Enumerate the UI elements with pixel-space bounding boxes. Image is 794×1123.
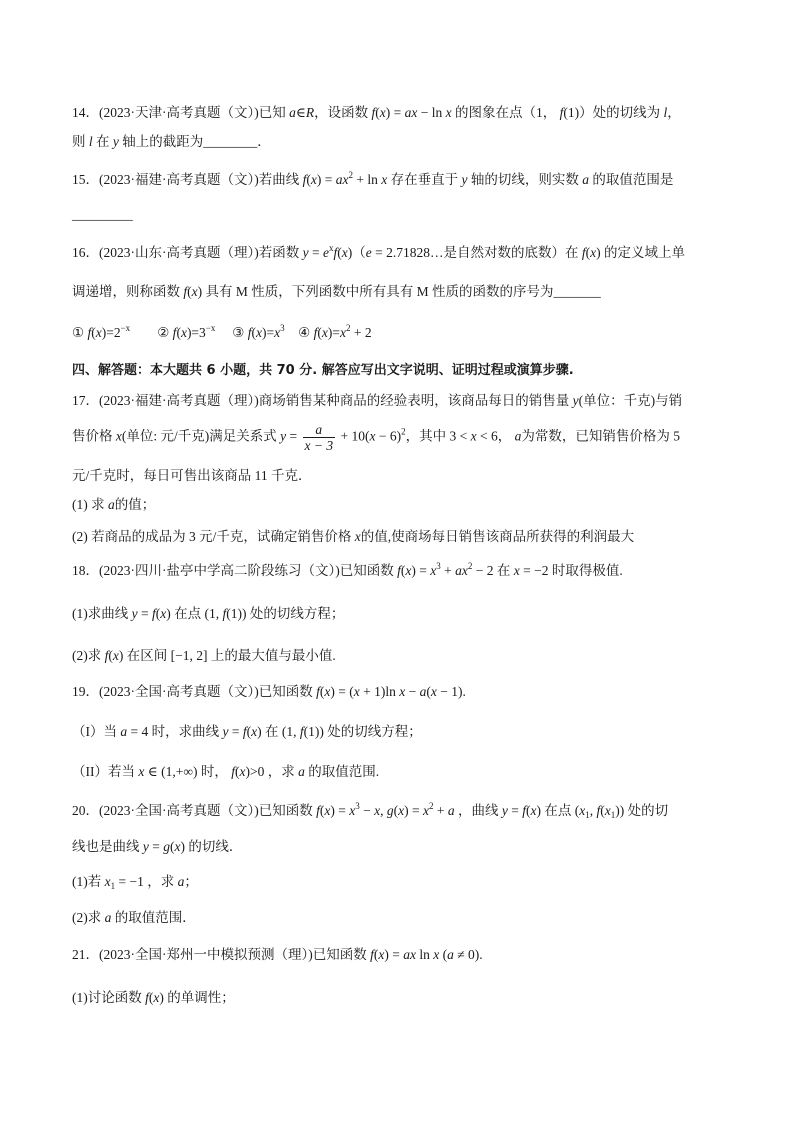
math-variable: g: [386, 803, 394, 818]
math-variable: y: [461, 172, 468, 187]
math-variable: f: [522, 803, 526, 818]
math-variable: f: [581, 245, 586, 260]
text-run: 15．(2023·福建·高考真题（文）)若曲线: [72, 172, 303, 187]
text-run: ) 具有 M 性质，下列函数中所有具有 M 性质的函数的序号为_______: [197, 284, 601, 299]
text-run: (: [91, 325, 96, 340]
text-run: − 1).: [436, 684, 466, 699]
fraction-denominator: x − 3: [304, 438, 334, 453]
math-variable: x: [433, 947, 440, 962]
q14-stem-line-1: [72, 103, 681, 123]
text-run: ) =: [316, 172, 336, 187]
text-run: ，曲线: [454, 803, 502, 818]
math-variable: a: [298, 764, 305, 779]
math-variable: f: [316, 803, 320, 818]
text-run: (单位: 元/千克)满足关系式: [121, 428, 281, 444]
section-heading: [72, 360, 574, 381]
math-variable: f: [371, 105, 376, 120]
text-run: 的图象在点（1，: [451, 105, 560, 120]
text-run: ①: [72, 325, 88, 340]
math-variable: f: [333, 245, 338, 260]
math-variable: f: [183, 284, 188, 299]
q15-answer-blank: [72, 205, 133, 225]
text-run: =: [308, 245, 323, 260]
text-run: (2)求: [72, 910, 105, 925]
text-run: ) =: [384, 947, 404, 962]
text-run: ) 的单调性；: [159, 990, 235, 1005]
q19-part-2: [72, 762, 379, 782]
math-variable: x: [604, 803, 611, 818]
text-run: +: [440, 563, 456, 578]
text-run: (: [176, 325, 181, 340]
math-variable: f: [87, 325, 92, 340]
math-variable: x: [180, 325, 187, 340]
q21-stem: [72, 945, 483, 965]
math-variable: f: [397, 563, 401, 578]
text-run: ，设函数: [314, 105, 372, 120]
text-run: (: [525, 803, 531, 818]
q20-stem-line-1: [72, 801, 668, 821]
text-run: − 2 在: [472, 563, 514, 578]
text-run: 存在垂直于: [387, 172, 462, 187]
math-variable: x: [445, 105, 452, 120]
text-run: − 6): [375, 428, 402, 444]
text-run: (2) 若商品的成品为 3 元/千克，试确定销售价格: [72, 529, 355, 544]
text-run: ②: [130, 325, 173, 340]
text-run: (1)求曲线: [72, 606, 132, 621]
text-run: ,: [589, 803, 597, 818]
math-variable: a: [419, 684, 427, 699]
text-run: =: [148, 839, 164, 854]
math-variable: x: [112, 648, 119, 663]
text-run: 轴的切线，则实数: [467, 172, 583, 187]
math-variable: f: [145, 990, 149, 1005]
text-run: ) = (: [330, 684, 354, 699]
math-variable: y: [302, 245, 309, 260]
text-run: + 10(: [337, 428, 370, 444]
text-run: 的取值范围.: [304, 764, 380, 779]
math-variable: x: [381, 172, 388, 187]
text-run: 19．(2023·全国·高考真题（文）)已知函数: [72, 684, 317, 699]
text-run: 则: [72, 134, 89, 149]
superscript: 2: [345, 323, 351, 333]
text-run: (: [373, 947, 379, 962]
text-run: = −1 ，求: [115, 874, 178, 889]
text-run: −: [405, 684, 420, 699]
q18-part-2: [72, 646, 336, 666]
math-variable: a: [108, 497, 115, 512]
fraction: [303, 422, 336, 453]
math-variable: x: [339, 325, 346, 340]
math-variable: f: [222, 606, 227, 621]
text-run: 18．(2023·四川·盐亭中学高二阶段练习（文）)已知函数: [72, 563, 398, 578]
math-variable: x: [353, 684, 360, 699]
math-variable: x: [115, 428, 122, 444]
superscript: x: [328, 243, 334, 253]
math-variable: f: [152, 606, 156, 621]
text-run: )（: [347, 245, 366, 260]
math-variable: x: [405, 563, 412, 578]
text-run: ) 在点 (: [536, 803, 580, 818]
superscript: 3: [436, 561, 441, 571]
text-run: )=3: [186, 325, 206, 340]
math-variable: x: [341, 245, 348, 260]
math-variable: ax: [335, 172, 349, 187]
text-run: ) 的定义域上单: [596, 245, 686, 260]
text-run: 16．(2023·山东·高考真题（理）)若函数: [72, 245, 303, 260]
text-run: (: [319, 803, 325, 818]
q18-stem: [72, 561, 623, 581]
text-run: 的取值范围是: [588, 172, 674, 187]
superscript: 2: [467, 561, 473, 571]
text-run: （I）当: [72, 724, 121, 739]
text-run: 17．(2023·福建·高考真题（理）)商场销售某种商品的经验表明，该商品每日的销售量: [72, 393, 573, 408]
math-variable: x: [324, 684, 331, 699]
text-run: (: [337, 245, 342, 260]
math-variable: f: [313, 325, 318, 340]
math-variable: f: [596, 803, 601, 818]
math-variable: f: [231, 764, 235, 779]
math-variable: a: [177, 874, 185, 889]
superscript: 2: [401, 426, 406, 437]
math-variable: x: [513, 563, 520, 578]
q16-options: [72, 323, 372, 343]
text-run: < 6，: [476, 428, 515, 444]
math-variable: g: [163, 839, 170, 854]
q14-stem-line-2: [72, 132, 271, 152]
section-heading-text: 四、解答题：本大题共 6 小题，共 70 分. 解答应写出文字说明、证明过程或演算步骤.: [72, 363, 574, 378]
fraction-numerator: a: [315, 422, 323, 437]
superscript: 2: [428, 801, 434, 811]
superscript: 3: [355, 801, 360, 811]
math-variable: l: [663, 105, 668, 120]
math-variable: x: [579, 803, 586, 818]
q17-part-1: [72, 495, 155, 515]
text-run: ，其中 3 <: [405, 428, 471, 444]
text-run: (: [426, 684, 431, 699]
text-run: (: [306, 172, 311, 187]
math-variable: x: [321, 325, 328, 340]
math-variable: x: [274, 325, 281, 340]
text-run: （II）若当: [72, 764, 139, 779]
subscript: 1: [110, 881, 116, 891]
text-run: (1)) 处的切线方程；: [226, 606, 345, 621]
q21-part-1: [72, 988, 235, 1008]
q19-part-1: [72, 722, 422, 742]
q17-stem-line-1: [72, 391, 682, 411]
text-run: =: [507, 803, 523, 818]
text-run: (: [600, 803, 605, 818]
math-variable: e: [365, 245, 372, 260]
text-run: (1)) 处的切线方程；: [303, 724, 422, 739]
q20-part-2: [72, 908, 196, 928]
text-run: =: [137, 606, 152, 621]
math-variable: y: [142, 839, 149, 854]
math-variable: x: [422, 803, 429, 818]
text-run: )>0 ，求: [245, 764, 299, 779]
superscript: 2: [348, 170, 353, 180]
text-run: ④: [284, 325, 314, 340]
q16-stem-line-2: [72, 282, 601, 302]
text-run: ∈ (1,+∞) 时，: [144, 764, 232, 779]
text-run: 的值；: [114, 497, 156, 512]
q20-stem-line-2: [72, 837, 242, 857]
math-variable: x: [369, 428, 376, 444]
text-run: (: [585, 245, 591, 260]
text-run: +: [433, 803, 448, 818]
math-variable: a: [582, 172, 589, 187]
q18-part-1: [72, 604, 344, 624]
math-variable: x: [256, 325, 262, 340]
math-variable: y: [112, 134, 119, 149]
math-variable: a: [447, 803, 455, 818]
superscript: −x: [205, 323, 216, 333]
math-variable: f: [370, 947, 374, 962]
math-variable: a: [447, 947, 454, 962]
text-run: ③: [215, 325, 248, 340]
text-run: (1)讨论函数: [72, 990, 146, 1005]
text-run: ,: [380, 803, 387, 818]
math-variable: x: [160, 606, 167, 621]
q16-stem-line-1: [72, 243, 685, 263]
text-run: 20．(2023·全国·高考真题（文）)已知函数: [72, 803, 317, 818]
text-run: (1) 求: [72, 497, 108, 512]
text-run: (2)求: [72, 648, 105, 663]
math-variable: x: [470, 428, 477, 444]
math-variable: x: [153, 990, 160, 1005]
math-variable: x: [138, 764, 145, 779]
math-variable: a: [514, 428, 522, 444]
math-variable: ax: [403, 947, 416, 962]
math-variable: x: [399, 684, 406, 699]
math-variable: x: [174, 839, 181, 854]
math-variable: x: [354, 529, 361, 544]
text-run: (单位：千克)与销: [578, 393, 683, 408]
text-run: (: [246, 724, 252, 739]
q17-stem-line-2: [72, 422, 680, 453]
q17-stem-line-3: [72, 466, 312, 486]
text-run: 的取值范围．: [111, 910, 196, 925]
text-run: ) 在点 (1,: [166, 606, 223, 621]
math-variable: a: [289, 105, 296, 120]
text-run: 元/千克时，每日可售出该商品 11 千克．: [72, 468, 312, 483]
math-variable: a: [104, 910, 112, 925]
text-run: =: [286, 428, 301, 444]
math-variable: y: [280, 428, 287, 444]
text-run: )=2: [101, 325, 121, 340]
text-run: ) 在 (1,: [257, 724, 300, 739]
text-run: )) 处的切: [615, 803, 669, 818]
math-variable: f: [247, 325, 252, 340]
text-run: (: [319, 684, 325, 699]
text-run: ∈: [295, 105, 306, 120]
math-variable: y: [501, 803, 508, 818]
math-variable: y: [131, 606, 138, 621]
math-variable: x: [430, 563, 437, 578]
text-run: (: [439, 947, 448, 962]
text-run: + ln: [352, 172, 382, 187]
text-run: ；: [184, 874, 198, 889]
text-run: (: [393, 803, 399, 818]
text-run: −: [359, 803, 375, 818]
math-variable: x: [378, 947, 385, 962]
text-run: =: [228, 724, 243, 739]
text-run: − ln: [417, 105, 446, 120]
text-run: 轴上的截距为________．: [118, 134, 271, 149]
text-run: )=: [327, 325, 340, 340]
math-variable: f: [316, 684, 320, 699]
text-run: 的值,使商场每日销售该商品所获得的利润最大: [360, 529, 635, 544]
math-variable: x: [95, 325, 102, 340]
text-run: (1)若: [72, 874, 105, 889]
math-variable: x: [398, 803, 405, 818]
text-run: 为常数，已知销售价格为 5: [521, 428, 680, 444]
text-run: = 4 时，求曲线: [127, 724, 223, 739]
text-run: = −2 时取得极值.: [519, 563, 623, 578]
text-run: ) 的切线．: [180, 839, 243, 854]
text-run: + 2: [350, 325, 372, 340]
math-variable: a: [120, 724, 128, 739]
math-variable: x: [530, 803, 537, 818]
math-variable: f: [242, 724, 247, 739]
math-variable: y: [572, 393, 579, 408]
math-variable: ax: [455, 563, 468, 578]
math-variable: x: [251, 724, 258, 739]
text-run: (: [108, 648, 113, 663]
math-variable: f: [104, 648, 109, 663]
text-run: (: [187, 284, 192, 299]
math-variable: x: [379, 105, 386, 120]
q20-part-1: [72, 872, 198, 892]
text-run: 售价格: [72, 428, 116, 444]
math-variable: f: [172, 325, 177, 340]
text-run: (: [375, 105, 380, 120]
q15-stem-line-1: [72, 170, 673, 190]
math-variable: x: [430, 684, 437, 699]
text-run: (: [170, 839, 175, 854]
math-variable: x: [104, 874, 111, 889]
text-run: ln: [415, 947, 434, 962]
math-variable: e: [322, 245, 329, 260]
text-run: 在: [92, 134, 113, 149]
math-variable: x: [374, 803, 381, 818]
math-variable: x: [191, 284, 198, 299]
subscript: 1: [610, 810, 616, 820]
text-run: (: [400, 563, 406, 578]
math-variable: x: [324, 803, 331, 818]
math-variable: ax: [404, 105, 418, 120]
math-variable: f: [559, 105, 564, 120]
text-run: = 2.71828…是自然对数的底数）在: [371, 245, 582, 260]
q19-stem: [72, 682, 466, 702]
text-run: (1)）处的切线为: [563, 105, 664, 120]
text-run: ) =: [404, 803, 423, 818]
text-run: ) =: [330, 803, 350, 818]
text-run: (: [317, 325, 322, 340]
math-variable: x: [239, 764, 246, 779]
text-run: (: [148, 990, 154, 1005]
math-variable: x: [590, 245, 597, 260]
superscript: 3: [280, 323, 285, 333]
math-variable: R: [305, 105, 315, 120]
text-run: + 1)ln: [359, 684, 400, 699]
subscript: 1: [585, 810, 590, 820]
math-variable: f: [299, 724, 304, 739]
text-run: 14．(2023·天津·高考真题（文）)已知: [72, 105, 290, 120]
text-run: _________: [72, 207, 133, 222]
math-variable: f: [302, 172, 307, 187]
math-variable: x: [310, 172, 317, 187]
text-run: )=: [262, 325, 275, 340]
text-run: ≠ 0).: [453, 947, 483, 962]
text-run: (: [235, 764, 240, 779]
math-variable: y: [222, 724, 229, 739]
text-run: ) 在区间 [−1, 2] 上的最大值与最小值.: [118, 648, 336, 663]
superscript: −x: [120, 323, 131, 333]
text-run: 调递增，则称函数: [72, 284, 184, 299]
math-variable: l: [88, 134, 93, 149]
text-run: 线也是曲线: [72, 839, 143, 854]
text-run: 21．(2023·全国·郑州一中模拟预测（理）)已知函数: [72, 947, 371, 962]
math-variable: x: [349, 803, 356, 818]
q17-part-2: [72, 527, 634, 547]
text-run: ，: [667, 105, 681, 120]
text-run: (: [251, 325, 256, 340]
text-run: ) =: [385, 105, 405, 120]
text-run: (: [155, 606, 161, 621]
text-run: ) =: [411, 563, 431, 578]
